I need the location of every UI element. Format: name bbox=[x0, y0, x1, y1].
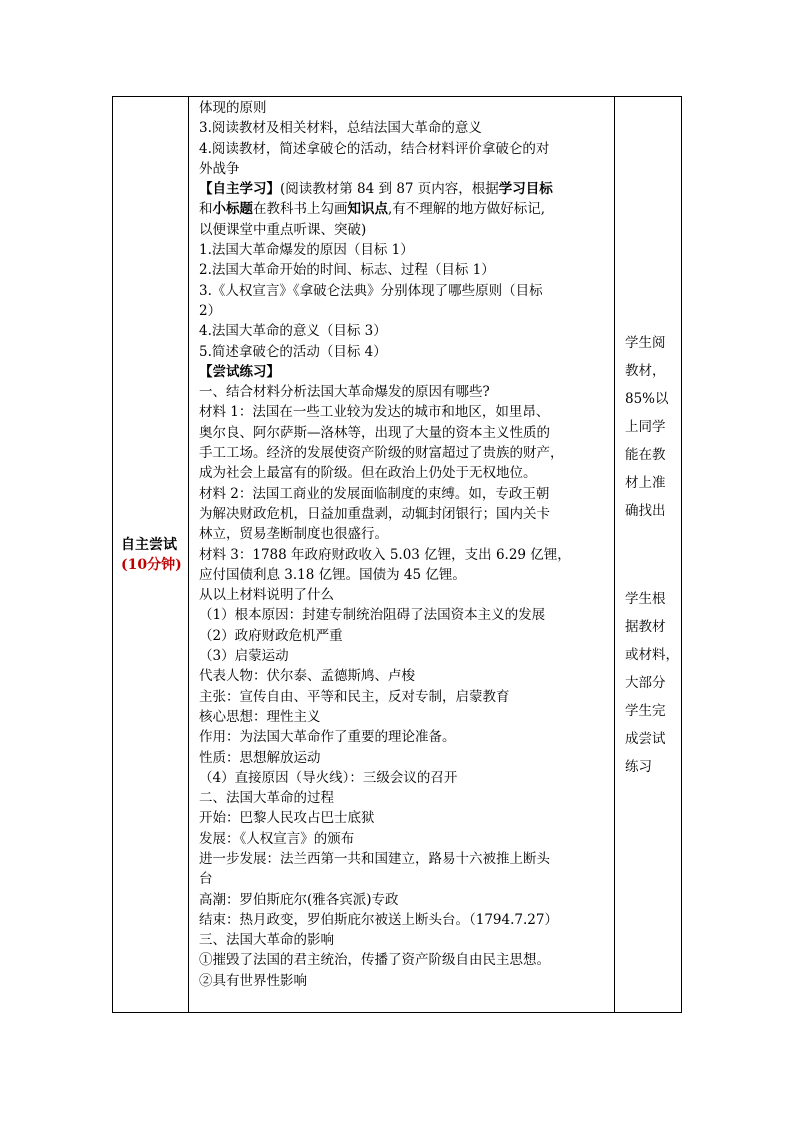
practice-line: 主张：宣传自由、平等和民主，反对专制，启蒙教育 bbox=[199, 688, 510, 705]
goal-line: 3.《人权宣言》《拿破仑法典》分别体现了哪些原则（目标 bbox=[199, 282, 543, 299]
practice-line: （4）直接原因（导火线）：三级会议的召开 bbox=[199, 769, 458, 786]
content-line: 4.阅读教材，简述拿破仑的活动，结合材料评价拿破仑的对 bbox=[199, 140, 550, 157]
student-activity-line: 或材料， bbox=[625, 646, 679, 663]
self-study-line-2 bbox=[199, 199, 612, 219]
self-study-bold: 学习目标 bbox=[498, 181, 553, 198]
lesson-plan-table bbox=[112, 96, 682, 1013]
student-activity-line: 成尝试 bbox=[625, 730, 666, 747]
self-study-text: ,有不理解的地方做好标记, bbox=[388, 201, 546, 218]
practice-line: 代表人物：伏尔泰、孟德斯鸠、卢梭 bbox=[199, 668, 415, 685]
self-study-heading: 【自主学习】 bbox=[199, 181, 280, 198]
student-activity-line: 上同学 bbox=[625, 418, 666, 435]
self-study-bold: 小标题 bbox=[212, 201, 253, 218]
practice-line: 应付国债利息 3.18 亿锂。国债为 45 亿锂。 bbox=[199, 566, 466, 583]
student-activity-block-2 bbox=[625, 585, 681, 781]
student-activity-line: 据教材 bbox=[625, 618, 666, 635]
practice-line: 高潮：罗伯斯庇尔(雅各宾派)专政 bbox=[199, 891, 399, 908]
practice-line: 进一步发展：法兰西第一共和国建立，路易十六被推上断头 bbox=[199, 850, 550, 867]
student-activity-block-1 bbox=[625, 329, 681, 525]
goal-line: 2.法国大革命开始的时间、标志、过程（目标 1） bbox=[199, 262, 495, 279]
student-activity-line: 材上准 bbox=[625, 474, 666, 491]
practice-line: 性质：思想解放运动 bbox=[199, 749, 321, 766]
practice-line: ②具有世界性影响 bbox=[199, 972, 307, 989]
practice-line: 发展：《人权宣言》的颁布 bbox=[199, 830, 355, 847]
student-activity-line: 大部分 bbox=[625, 674, 666, 691]
practice-line: 三、法国大革命的影响 bbox=[199, 932, 334, 949]
content-line: 3.阅读教材及相关材料，总结法国大革命的意义 bbox=[199, 120, 482, 137]
section-label-cell bbox=[113, 97, 189, 1013]
practice-line: 奥尔良、阿尔萨斯—洛林等，出现了大量的资本主义性质的 bbox=[199, 424, 550, 441]
practice-line: （1）根本原因：封建专制统治阻碍了法国资本主义的发展 bbox=[199, 607, 546, 624]
student-activity-cell bbox=[615, 97, 682, 1013]
self-study-text: 和 bbox=[199, 201, 213, 218]
student-activity-line: 确找出 bbox=[625, 502, 666, 519]
self-study-line-3: 以便课堂中重点听课、突破) bbox=[199, 221, 367, 238]
practice-line: ①摧毁了法国的君主统治，传播了资产阶级自由民主思想。 bbox=[199, 952, 550, 969]
practice-line: 材料 1：法国在一些工业较为发达的城市和地区，如里昂、 bbox=[199, 404, 550, 421]
section-label: 自主尝试 bbox=[121, 536, 177, 553]
student-activity-line: 练习 bbox=[625, 758, 652, 775]
goal-line: 5.简述拿破仑的活动（目标 4） bbox=[199, 343, 387, 360]
practice-line: 为解决财政危机，日益加重盘剥，动辄封闭银行；国内关卡 bbox=[199, 505, 550, 522]
table-row bbox=[113, 97, 682, 1013]
student-activity-line: 学生阅 bbox=[625, 334, 666, 351]
practice-line: 材料 3：1788 年政府财政收入 5.03 亿锂，支出 6.29 亿锂， bbox=[199, 546, 571, 563]
practice-line: 二、法国大革命的过程 bbox=[199, 790, 334, 807]
student-activity-line: 学生根 bbox=[625, 590, 666, 607]
practice-lines bbox=[199, 382, 612, 991]
practice-line: 开始：巴黎人民攻占巴士底狱 bbox=[199, 810, 375, 827]
practice-line: 手工工场。经济的发展使资产阶级的财富超过了贵族的财产， bbox=[199, 445, 564, 462]
self-study-line-1 bbox=[199, 179, 612, 199]
practice-line: 一、结合材料分析法国大革命爆发的原因有哪些? bbox=[199, 384, 490, 401]
practice-heading: 【尝试练习】 bbox=[199, 363, 280, 380]
student-activity-line: 能在教 bbox=[625, 446, 666, 463]
goal-line: 4.法国大革命的意义（目标 3） bbox=[199, 323, 387, 340]
goal-line: 1.法国大革命爆发的原因（目标 1） bbox=[199, 242, 414, 259]
student-activity-line: 学生完 bbox=[625, 702, 666, 719]
self-study-bold: 知识点 bbox=[347, 201, 388, 218]
self-study-text: 在教科书上勾画 bbox=[253, 201, 348, 218]
practice-line: 从以上材料说明了什么 bbox=[199, 587, 334, 604]
content-cell bbox=[189, 97, 615, 1013]
self-study-text: (阅读教材第 84 到 87 页内容，根据 bbox=[280, 181, 499, 198]
practice-line: 林立，贸易垄断制度也很盛行。 bbox=[199, 526, 388, 543]
goal-line: 2） bbox=[199, 302, 222, 319]
practice-line: 结束：热月政变，罗伯斯庇尔被送上断头台。（1794.7.27） bbox=[199, 911, 558, 928]
practice-line: （3）启蒙运动 bbox=[199, 648, 289, 665]
section-time: (10分钟) bbox=[121, 556, 182, 573]
content-line: 外战争 bbox=[199, 160, 240, 177]
practice-line: 台 bbox=[199, 871, 213, 888]
practice-line: （2）政府财政危机严重 bbox=[199, 627, 343, 644]
student-activity-line: 教材， bbox=[625, 362, 666, 379]
practice-line: 核心思想：理性主义 bbox=[199, 708, 321, 725]
content-body bbox=[189, 97, 614, 991]
practice-line: 材料 2：法国工商业的发展面临制度的束缚。如，专政王朝 bbox=[199, 485, 550, 502]
practice-line: 作用：为法国大革命作了重要的理论准备。 bbox=[199, 729, 456, 746]
student-activity bbox=[615, 329, 681, 781]
student-activity-line: 85%以 bbox=[625, 390, 669, 407]
content-line: 体现的原则 bbox=[199, 100, 267, 116]
practice-line: 成为社会上最富有的阶级。但在政治上仍处于无权地位。 bbox=[199, 465, 537, 482]
